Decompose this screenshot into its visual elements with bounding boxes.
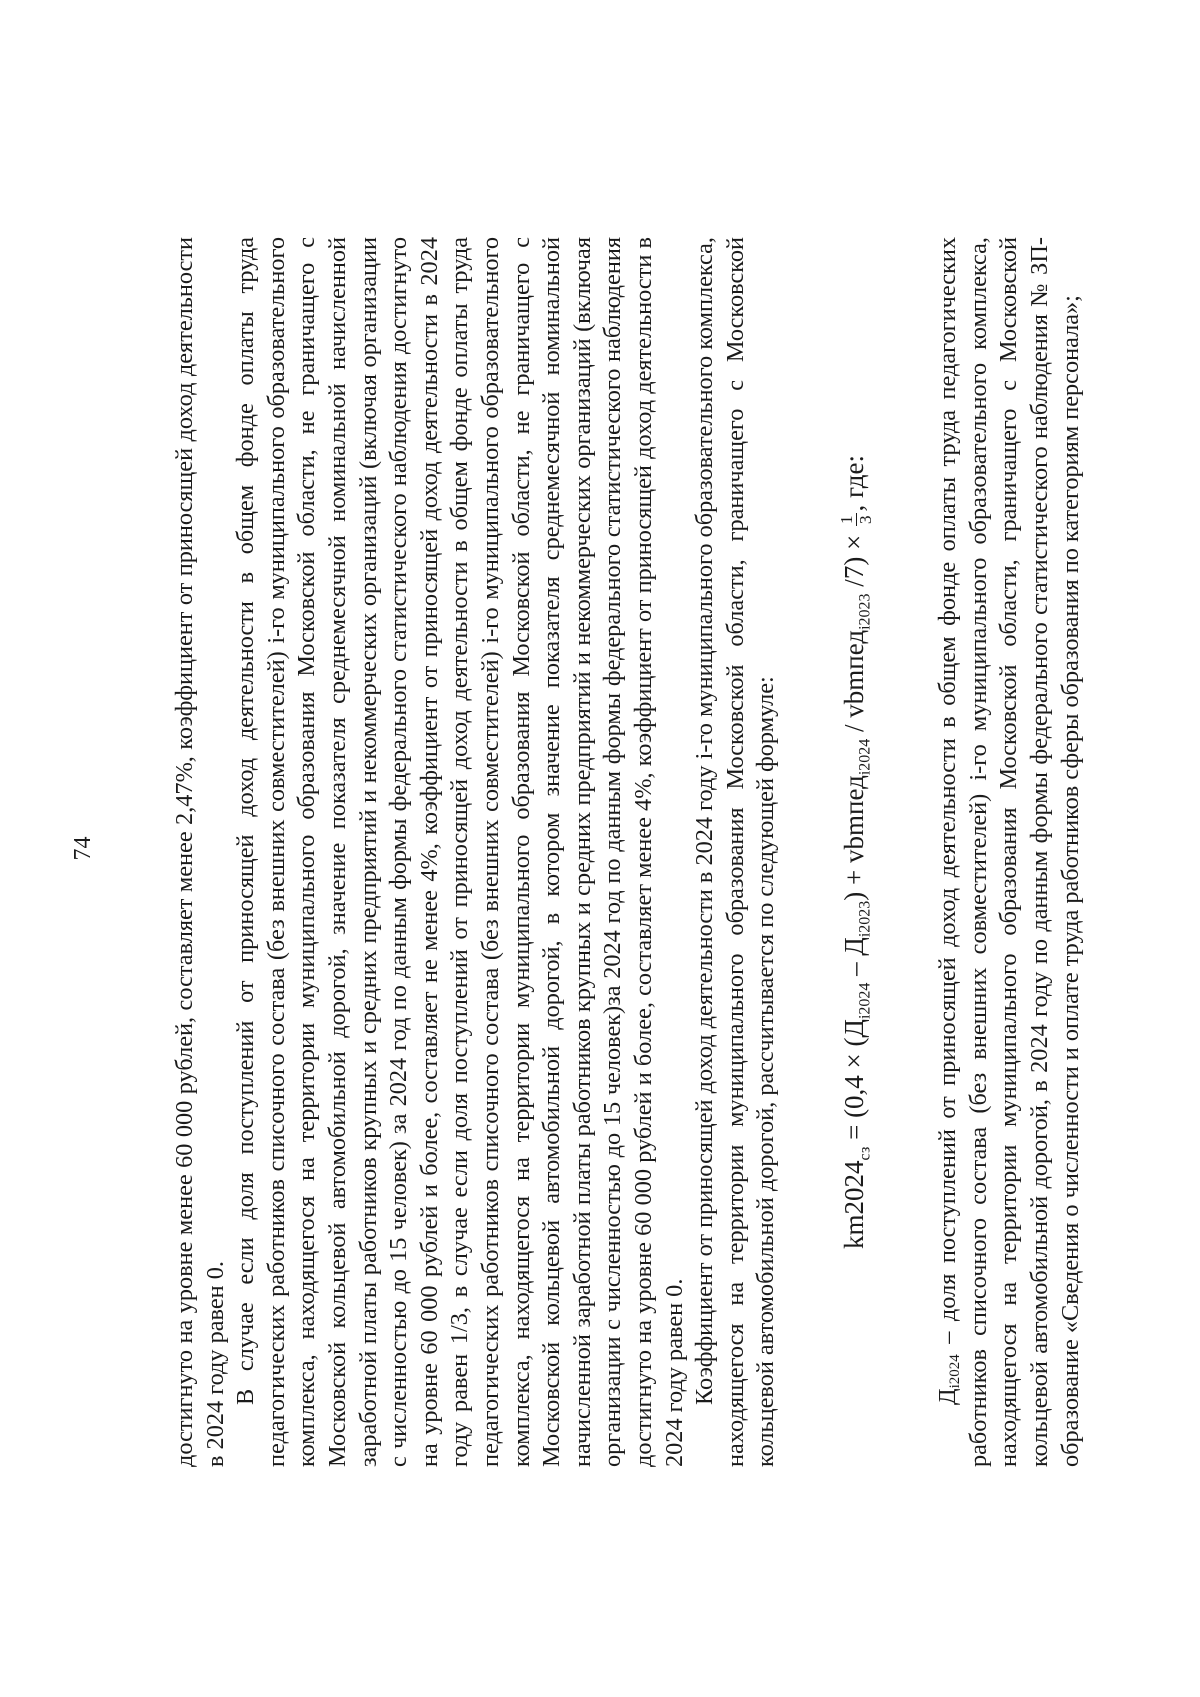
formula-sub: i2023 (856, 593, 874, 630)
document-body (170, 237, 1086, 1467)
page-number: 74 (70, 836, 96, 861)
paragraph-condition: В случае если доля поступлений от приносящей доход деятельности в общем фонде оплаты труда педагогических работников списочного состава (без внешних совместителей) i-го муниципального образовательного комплекса, находящегося на территории муниципального образования Московской области, не граничащего с Московской кольцевой автомобильной дорогой, значение показателя среднемесячной номинальной начисленной заработной платы работников крупных и средних предприятий и некоммерческих организаций (включая организации с численностью до 15 человек) за 2024 год по данным формы федерального статистического наблюдения достигнуто на уровне 60 000 рублей и более, составляет не менее 4%, коэффициент от приносящей доход деятельности в 2024 году равен 1/3, в случае если доля поступлений от приносящей доход деятельности в общем фонде оплаты труда педагогических работников списочного состава (без внешних совместителей) i-го муниципального образовательного комплекса, находящегося на территории муниципального образования Московской области, не граничащего с Московской кольцевой автомобильной дорогой, в котором значение показателя среднемесячной номинальной начисленной заработной платы работников крупных и средних предприятий и некоммерческих организаций (включая организации с численностью до 15 человек)за 2024 год по данным формы федерального статистического наблюдения достигнуто на уровне 60 000 рублей и более, составляет менее 4%, коэффициент от приносящей доход деятельности в 2024 году равен 0. (232, 237, 688, 1467)
formula-lhs: km2024 (838, 1160, 869, 1249)
formula-part: ) + vbmпед (838, 775, 869, 901)
formula-fraction (838, 513, 875, 526)
paragraph-continuation: достигнуто на уровне менее 60 000 рублей, составляет менее 2,47%, коэффициент от приносящей доход деятельности в 2024 году равен 0. (171, 237, 229, 1467)
formula-sub: i2024 (856, 982, 874, 1020)
formula (834, 237, 875, 1467)
term-symbol: Д (934, 1388, 962, 1405)
fraction-denominator: 3 (856, 515, 876, 524)
formula-part: – Д (838, 937, 869, 983)
paragraph-coefficient-intro: Коэффициент от приносящей доход деятельности в 2024 году i-го муниципального образовательного комплекса, находящегося на территории муниципального образования Московской области, граничащего с Московской кольцевой автомобильной дорогой, рассчитывается по следующей формуле: (691, 237, 780, 1467)
formula-sub: i2024 (856, 738, 874, 776)
formula-sub: i2023 (856, 900, 874, 938)
formula-part: /7) × (838, 527, 869, 594)
paragraph-term-definition (933, 237, 1086, 1467)
formula-part: = (0,4 × (Д (838, 1019, 869, 1147)
formula-tail: , где: (838, 455, 869, 512)
term-definition-text: – доля поступлений от приносящей доход деятельности в общем фонде оплаты труда педагогических работников списочного состава (без внешних совместителей) i-го муниципального образовательного комплекса, находящегося на территории муниципального образования Московской области, граничащего с Московской кольцевой автомобильной дорогой, в 2024 году по данным формы федерального статистического наблюдения № ЗП-образование «Сведения о численности и оплате труда работников сферы образования по категориям персонала»; (934, 237, 1084, 1467)
fraction-numerator: 1 (837, 515, 857, 524)
term-subscript: i2024 (947, 1354, 964, 1389)
formula-lhs-sub: сз (856, 1146, 874, 1161)
formula-part: / vbmпед (838, 629, 869, 739)
